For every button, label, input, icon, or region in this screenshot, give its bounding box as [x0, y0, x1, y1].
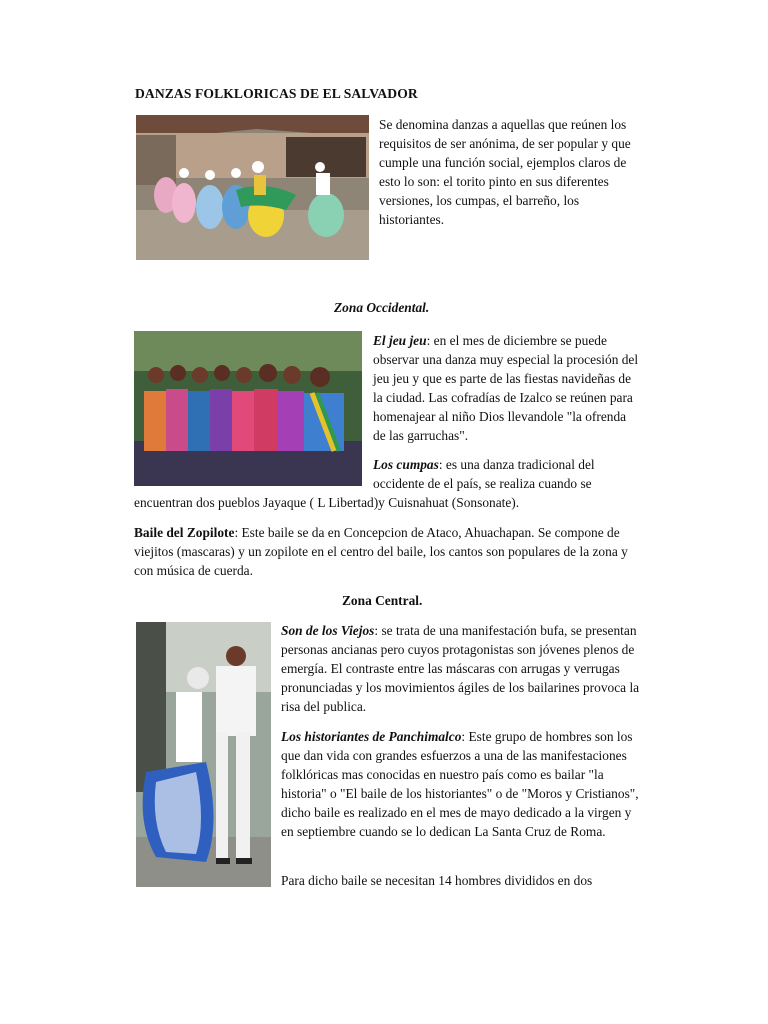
jeu-jeu-lead: El jeu jeu — [373, 333, 427, 348]
final-text: Para dicho baile se necesitan 14 hombres divididos en dos — [281, 873, 593, 888]
final-paragraph — [281, 871, 641, 890]
cumpas-text-line3: encuentran dos pueblos Jayaque ( L Libertad)y Cuisnahuat (Sonsonate). — [134, 495, 520, 510]
zopilote-paragraph — [134, 523, 640, 580]
jeu-jeu-paragraph — [373, 331, 641, 445]
document-title: DANZAS FOLKLORICAS DE EL SALVADOR — [135, 86, 418, 101]
cumpas-lead: Los cumpas — [373, 457, 439, 472]
jeu-jeu-text: : en el mes de diciembre se puede observar una danza muy especial la procesión del jeu jeu y que es parte de las fiestas navideñas de la ciudad. Las cofradías de Izalco se reúnen para homenajear al niño Dios llevandole "la ofrenda de las garruchas". — [373, 333, 639, 443]
historiantes-text: : Este grupo de hombres son los que dan vida con grandes esfuerzos a una de las manifestaciones folklóricas mas conocidas en nuestro país como es bailar "la historia" o "El baile de los historiantes" o de "Moros y Cristianos", dicho baile es realizado en el mes de mayo dedicado a la virgen y en septiembre cuando se lo dedican La Santa Cruz de Roma. — [281, 729, 639, 839]
heading-zona-occidental: Zona Occidental. — [334, 300, 430, 315]
photo-line-of-dancers — [134, 331, 362, 486]
historiantes-lead: Los historiantes de Panchimalco — [281, 729, 462, 744]
zopilote-lead: Baile del Zopilote — [134, 525, 235, 540]
photo-couple-dancing — [136, 622, 271, 887]
son-viejos-text: : se trata de una manifestación bufa, se presentan personas ancianas pero cuyos protagonistas son jóvenes plenos de emergía. El contraste entre las máscaras con arrugas y verrugas pronunciadas y los movimientos ágiles de los bailarines provoca la risa del publica. — [281, 623, 640, 714]
cumpas-text-line1: : es una danza tradicional del — [438, 457, 595, 472]
son-viejos-lead: Son de los Viejos — [281, 623, 375, 638]
historiantes-paragraph — [281, 727, 641, 841]
cumpas-paragraph — [373, 455, 641, 493]
cumpas-continuation — [134, 493, 644, 512]
zopilote-text: : Este baile se da en Concepcion de Ataco, Ahuachapan. Se compone de viejitos (mascaras) y un zopilote en el centro del baile, los cantos son populares de la zona y con música de cuerda. — [134, 525, 628, 578]
photo-women-dancers — [136, 115, 369, 260]
heading-zona-central: Zona Central. — [342, 593, 423, 608]
son-viejos-paragraph — [281, 621, 641, 716]
intro-paragraph: Se denomina danzas a aquellas que reúnen los requisitos de ser anónima, de ser popular y que cumple una función social, ejemplos claros de esto lo son: el torito pinto en sus diferentes versiones, los cumpas, el barreño, los historiantes. — [379, 117, 631, 227]
cumpas-text-line2: occidente de el país, se realiza cuando se — [373, 476, 592, 491]
